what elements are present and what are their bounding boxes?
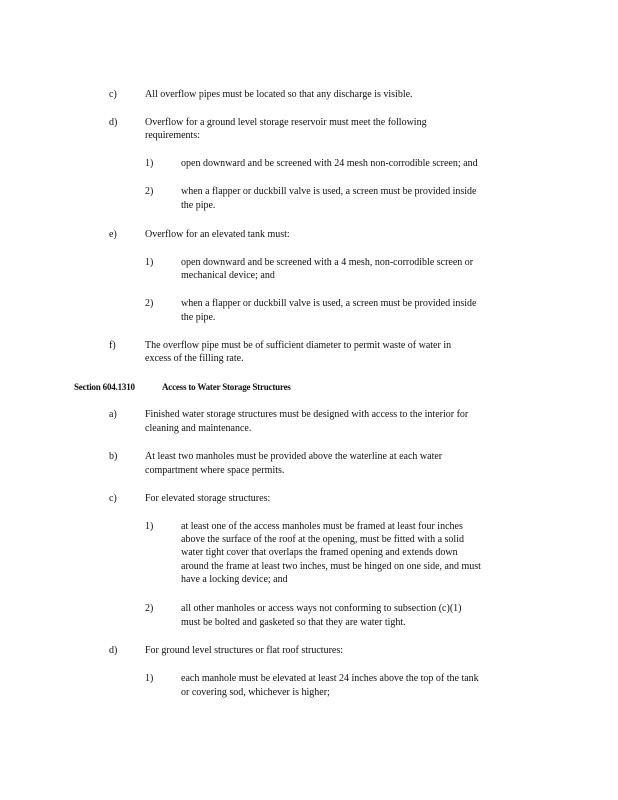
item-d-text-line2: requirements: <box>145 130 200 141</box>
item-c2-sub1-line5: have a locking device; and <box>181 574 288 585</box>
item-e-label: e) <box>109 229 117 240</box>
item-e-sub1-text-line1: open downward and be screened with a 4 mesh, non-corrodible screen or <box>181 257 474 268</box>
item-a2-label: a) <box>109 409 117 420</box>
item-a2-text-line1: Finished water storage structures must be designed with access to the interior for <box>145 409 469 420</box>
item-e-sub2-text-line1: when a flapper or duckbill valve is used, a screen must be provided inside <box>181 298 477 309</box>
item-c2-sub1-line2: above the surface of the roof at the opening, must be fitted with a solid <box>181 534 464 545</box>
item-c2-sub2-label: 2) <box>145 603 154 614</box>
item-d-text-line1: Overflow for a ground level storage reservoir must meet the following <box>145 117 427 128</box>
item-d-sub1-text: open downward and be screened with 24 mesh non-corrodible screen; and <box>181 158 478 169</box>
item-c2-sub1-line3: water tight cover that overlaps the framed opening and extends down <box>181 547 458 558</box>
item-d2-sub1-line2: or covering sod, whichever is higher; <box>181 687 330 698</box>
item-c2-sub2-line1: all other manholes or access ways not conforming to subsection (c)(1) <box>181 603 462 614</box>
item-b2-text-line2: compartment where space permits. <box>145 465 285 476</box>
item-d-sub1-label: 1) <box>145 158 154 169</box>
item-c-text: All overflow pipes must be located so that any discharge is visible. <box>145 89 413 100</box>
item-b2-label: b) <box>109 451 118 462</box>
item-e-text: Overflow for an elevated tank must: <box>145 229 290 240</box>
item-c2-text: For elevated storage structures: <box>145 493 271 504</box>
item-d-sub2-label: 2) <box>145 186 154 197</box>
item-d2-label: d) <box>109 645 118 656</box>
item-b2-text-line1: At least two manholes must be provided above the waterline at each water <box>145 451 443 462</box>
item-e-sub1-label: 1) <box>145 257 154 268</box>
item-c-label: c) <box>109 89 117 100</box>
item-f-label: f) <box>109 340 116 351</box>
item-d2-sub1-label: 1) <box>145 673 154 684</box>
item-d2-sub1-line1: each manhole must be elevated at least 24 inches above the top of the tank <box>181 673 479 684</box>
item-c2-sub2-line2: must be bolted and gasketed so that they are water tight. <box>181 617 406 628</box>
item-a2-text-line2: cleaning and maintenance. <box>145 423 252 434</box>
item-d-label: d) <box>109 117 118 128</box>
item-d2-text: For ground level structures or flat roof structures: <box>145 645 344 656</box>
section-title: Access to Water Storage Structures <box>162 382 291 392</box>
item-f-text-line1: The overflow pipe must be of sufficient diameter to permit waste of water in <box>145 340 452 351</box>
item-c2-sub1-line1: at least one of the access manholes must be framed at least four inches <box>181 521 463 532</box>
item-c2-sub1-line4: around the frame at least two inches, must be hinged on one side, and must <box>181 561 481 572</box>
item-c2-sub1-label: 1) <box>145 521 154 532</box>
item-e-sub2-label: 2) <box>145 298 154 309</box>
item-e-sub1-text-line2: mechanical device; and <box>181 270 275 281</box>
item-c2-label: c) <box>109 493 117 504</box>
section-number: Section 604.1310 <box>74 382 135 392</box>
item-d-sub2-text-line2: the pipe. <box>181 200 216 211</box>
item-d-sub2-text-line1: when a flapper or duckbill valve is used, a screen must be provided inside <box>181 186 477 197</box>
item-e-sub2-text-line2: the pipe. <box>181 312 216 323</box>
item-f-text-line2: excess of the filling rate. <box>145 353 244 364</box>
